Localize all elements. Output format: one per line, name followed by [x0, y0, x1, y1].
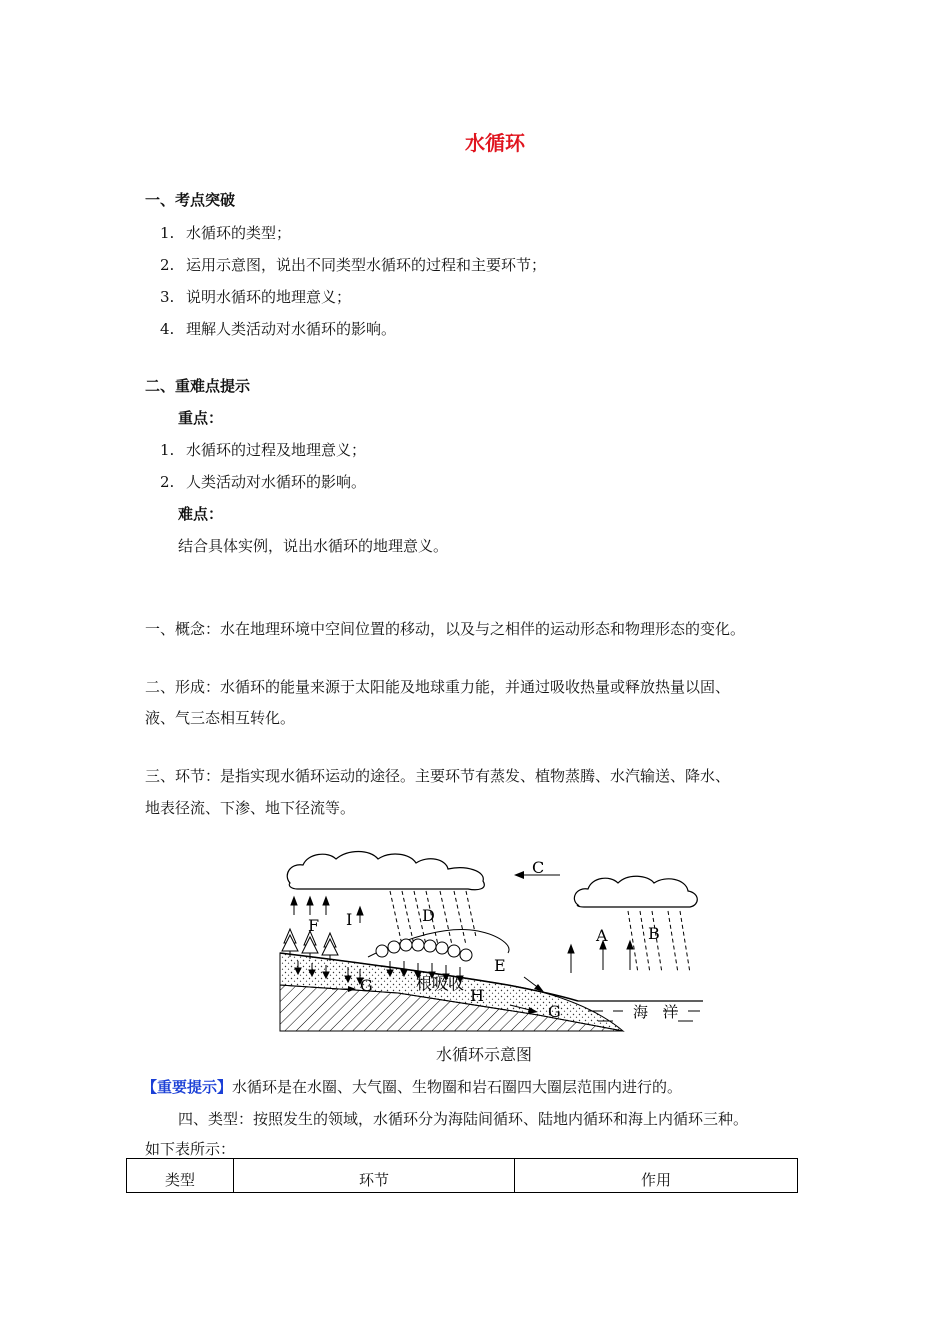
difficulty-text: 结合具体实例，说出水循环的地理意义。 [178, 537, 449, 555]
section-heading-key-points: 一、考点突破 [145, 191, 236, 209]
cloud-right [574, 876, 697, 907]
label-G2: G [548, 1002, 561, 1021]
list-number: 2. [160, 256, 175, 274]
label-F: F [308, 916, 320, 935]
water-cycle-diagram [278, 845, 708, 1035]
paragraph-table-intro: 如下表所示： [145, 1140, 236, 1158]
label-C: C [532, 858, 545, 877]
cloud-left [287, 852, 484, 890]
list-text: 运用示意图，说出不同类型水循环的过程和主要环节； [186, 256, 547, 274]
list-text: 人类活动对水循环的影响。 [186, 473, 367, 491]
difficulty-label: 难点： [178, 505, 224, 523]
paragraph-concept: 一、概念：水在地理环境中空间位置的移动，以及与之相伴的运动形态和物理形态的变化。 [145, 620, 746, 638]
label-D: D [422, 906, 435, 925]
list-item [160, 471, 366, 492]
page-title: 水循环 [465, 131, 525, 155]
table-header-type: 类型 [127, 1159, 234, 1193]
list-text: 理解人类活动对水循环的影响。 [186, 320, 397, 338]
paragraph-formation-line1: 二、形成：水循环的能量来源于太阳能及地球重力能，并通过吸收热量或释放热量以固、 [145, 678, 731, 696]
label-ocean: 海 洋 [633, 1003, 679, 1021]
tip-label: 【重要提示】 [142, 1078, 233, 1096]
list-item [160, 222, 291, 243]
list-item [160, 254, 546, 275]
label-I: I [346, 910, 353, 929]
list-item [160, 286, 351, 307]
list-number: 4. [160, 320, 175, 338]
cycle-types-table [126, 1158, 798, 1193]
label-E: E [494, 956, 506, 975]
label-H: H [470, 986, 484, 1005]
evaporation-arrows [568, 941, 633, 973]
table-header-row [127, 1159, 798, 1193]
table-header-links: 环节 [234, 1159, 515, 1193]
list-number: 2. [160, 473, 175, 491]
important-tip [142, 1076, 682, 1097]
shrubs [376, 939, 472, 961]
paragraph-formation-line2: 液、气三态相互转化。 [145, 709, 296, 727]
label-B: B [648, 924, 660, 943]
list-item [160, 439, 366, 460]
list-text: 水循环的类型； [186, 224, 292, 242]
tip-text: 水循环是在水圈、大气圈、生物圈和岩石圈四大圈层范围内进行的。 [232, 1078, 683, 1096]
label-root-absorb: 根吸收 [416, 974, 465, 993]
label-A: A [596, 926, 608, 945]
key-label: 重点： [178, 409, 224, 427]
list-number: 1. [160, 441, 175, 459]
label-G1: G [360, 976, 373, 995]
paragraph-types: 四、类型：按照发生的领域，水循环分为海陆间循环、陆地内循环和海上内循环三种。 [178, 1110, 749, 1128]
list-number: 3. [160, 288, 175, 306]
list-text: 水循环的过程及地理意义； [186, 441, 367, 459]
table-header-function: 作用 [515, 1159, 798, 1193]
paragraph-links-line1: 三、环节：是指实现水循环运动的途径。主要环节有蒸发、植物蒸腾、水汽输送、降水、 [145, 767, 731, 785]
list-text: 说明水循环的地理意义； [186, 288, 352, 306]
list-number: 1. [160, 224, 175, 242]
section-heading-difficulties: 二、重难点提示 [145, 377, 251, 395]
paragraph-links-line2: 地表径流、下渗、地下径流等。 [145, 799, 356, 817]
figure-caption: 水循环示意图 [436, 1045, 533, 1064]
list-item [160, 318, 396, 339]
